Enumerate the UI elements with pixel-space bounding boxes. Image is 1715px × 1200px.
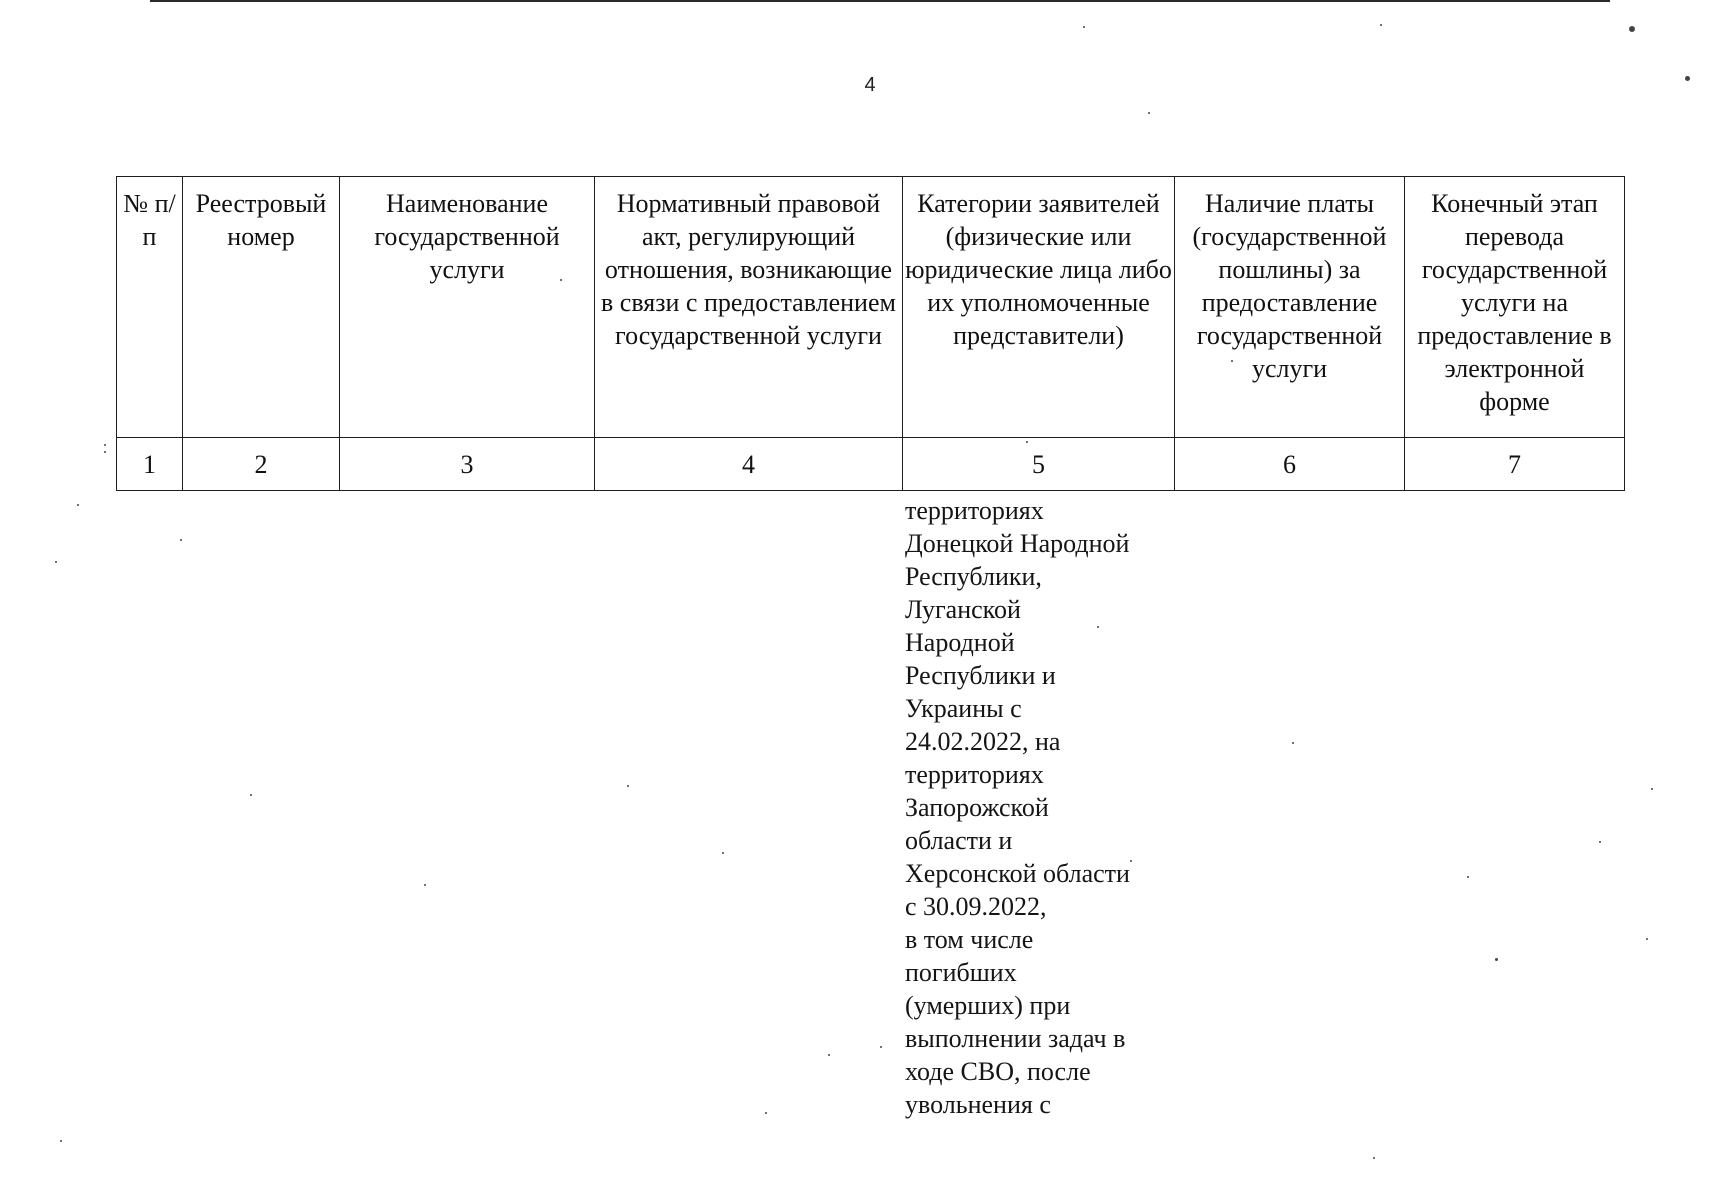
scan-speck [765,1112,767,1114]
scan-speck [1083,26,1085,28]
scan-speck [1495,958,1498,961]
top-edge-line [150,0,1610,2]
scan-speck [1231,360,1233,362]
continuation-line: выполнении задач в [905,1024,1126,1053]
scan-speck [828,1054,830,1056]
continuation-line: погибших [905,958,1017,987]
scan-speck [880,1046,882,1048]
scan-speck [104,451,106,453]
scan-speck [1599,841,1601,843]
table-header-row [117,177,1625,438]
scan-speck [1292,742,1294,744]
scan-speck [1130,860,1132,862]
scan-speck [1148,112,1150,114]
continuation-line: ходе СВО, после [905,1057,1091,1086]
scan-speck [60,1140,62,1142]
continuation-line: Республики и [905,661,1056,690]
column-number-cell: 4 [595,438,903,491]
continuation-line: Донецкой Народной [905,529,1130,558]
services-table [116,176,1625,491]
continuation-line: (умерших) при [905,991,1071,1020]
scan-speck [424,884,426,886]
continuation-line: Запорожской [905,793,1049,822]
continuation-line: территориях [905,760,1044,789]
continuation-line: Украины с [905,694,1022,723]
column-number-cell: 1 [117,438,183,491]
page-number: 4 [864,74,876,96]
scan-speck [1026,441,1028,443]
continuation-line: Республики, [905,562,1042,591]
scan-speck [1467,876,1469,878]
header-final-stage: Конечный этап перевода государственной услуги на предоставление в электронной форме [1405,177,1625,438]
column-number-cell: 3 [340,438,595,491]
header-registry-number: Реестровый номер [183,177,340,438]
scan-speck [250,794,252,796]
header-number: № п/п [117,177,183,438]
continuation-line: Народной [905,628,1015,657]
applicant-categories-continuation [905,494,1175,1121]
scan-speck [77,504,79,506]
scan-speck [722,852,724,854]
continuation-line: территориях [905,496,1044,525]
column-number-cell: 2 [183,438,340,491]
scan-speck [1097,626,1099,628]
scan-speck [560,279,562,281]
continuation-line: в том числе [905,925,1034,954]
scan-speck [627,785,629,787]
continuation-line: увольнения с [905,1090,1051,1119]
scan-speck [55,561,57,563]
scan-speck [104,444,106,446]
column-number-cell: 6 [1175,438,1405,491]
header-applicant-categories: Категории заявителей (физические или юридические лица либо их уполномоченные представители) [903,177,1175,438]
continuation-line: 24.02.2022, на [905,727,1061,756]
continuation-line: с 30.09.2022, [905,892,1047,921]
column-number-cell: 5 [903,438,1175,491]
continuation-line: Херсонской области [905,859,1130,888]
scan-speck [1651,788,1653,790]
scan-speck [1373,1157,1375,1159]
header-legal-act: Нормативный правовой акт, регулирующий отношения, возникающие в связи с предоставлением государственной услуги [595,177,903,438]
continuation-line: Луганской [905,595,1021,624]
column-number-row [117,438,1625,491]
scan-speck [1685,76,1690,81]
header-fee: Наличие платы (государственной пошлины) за предоставление государственной услуги [1175,177,1405,438]
scan-speck [1646,938,1648,940]
scan-speck [180,539,182,541]
scan-speck [1629,26,1635,32]
header-service-name: Наименование государственной услуги [340,177,595,438]
continuation-line: области и [905,826,1013,855]
scan-speck [1380,24,1382,26]
column-number-cell: 7 [1405,438,1625,491]
